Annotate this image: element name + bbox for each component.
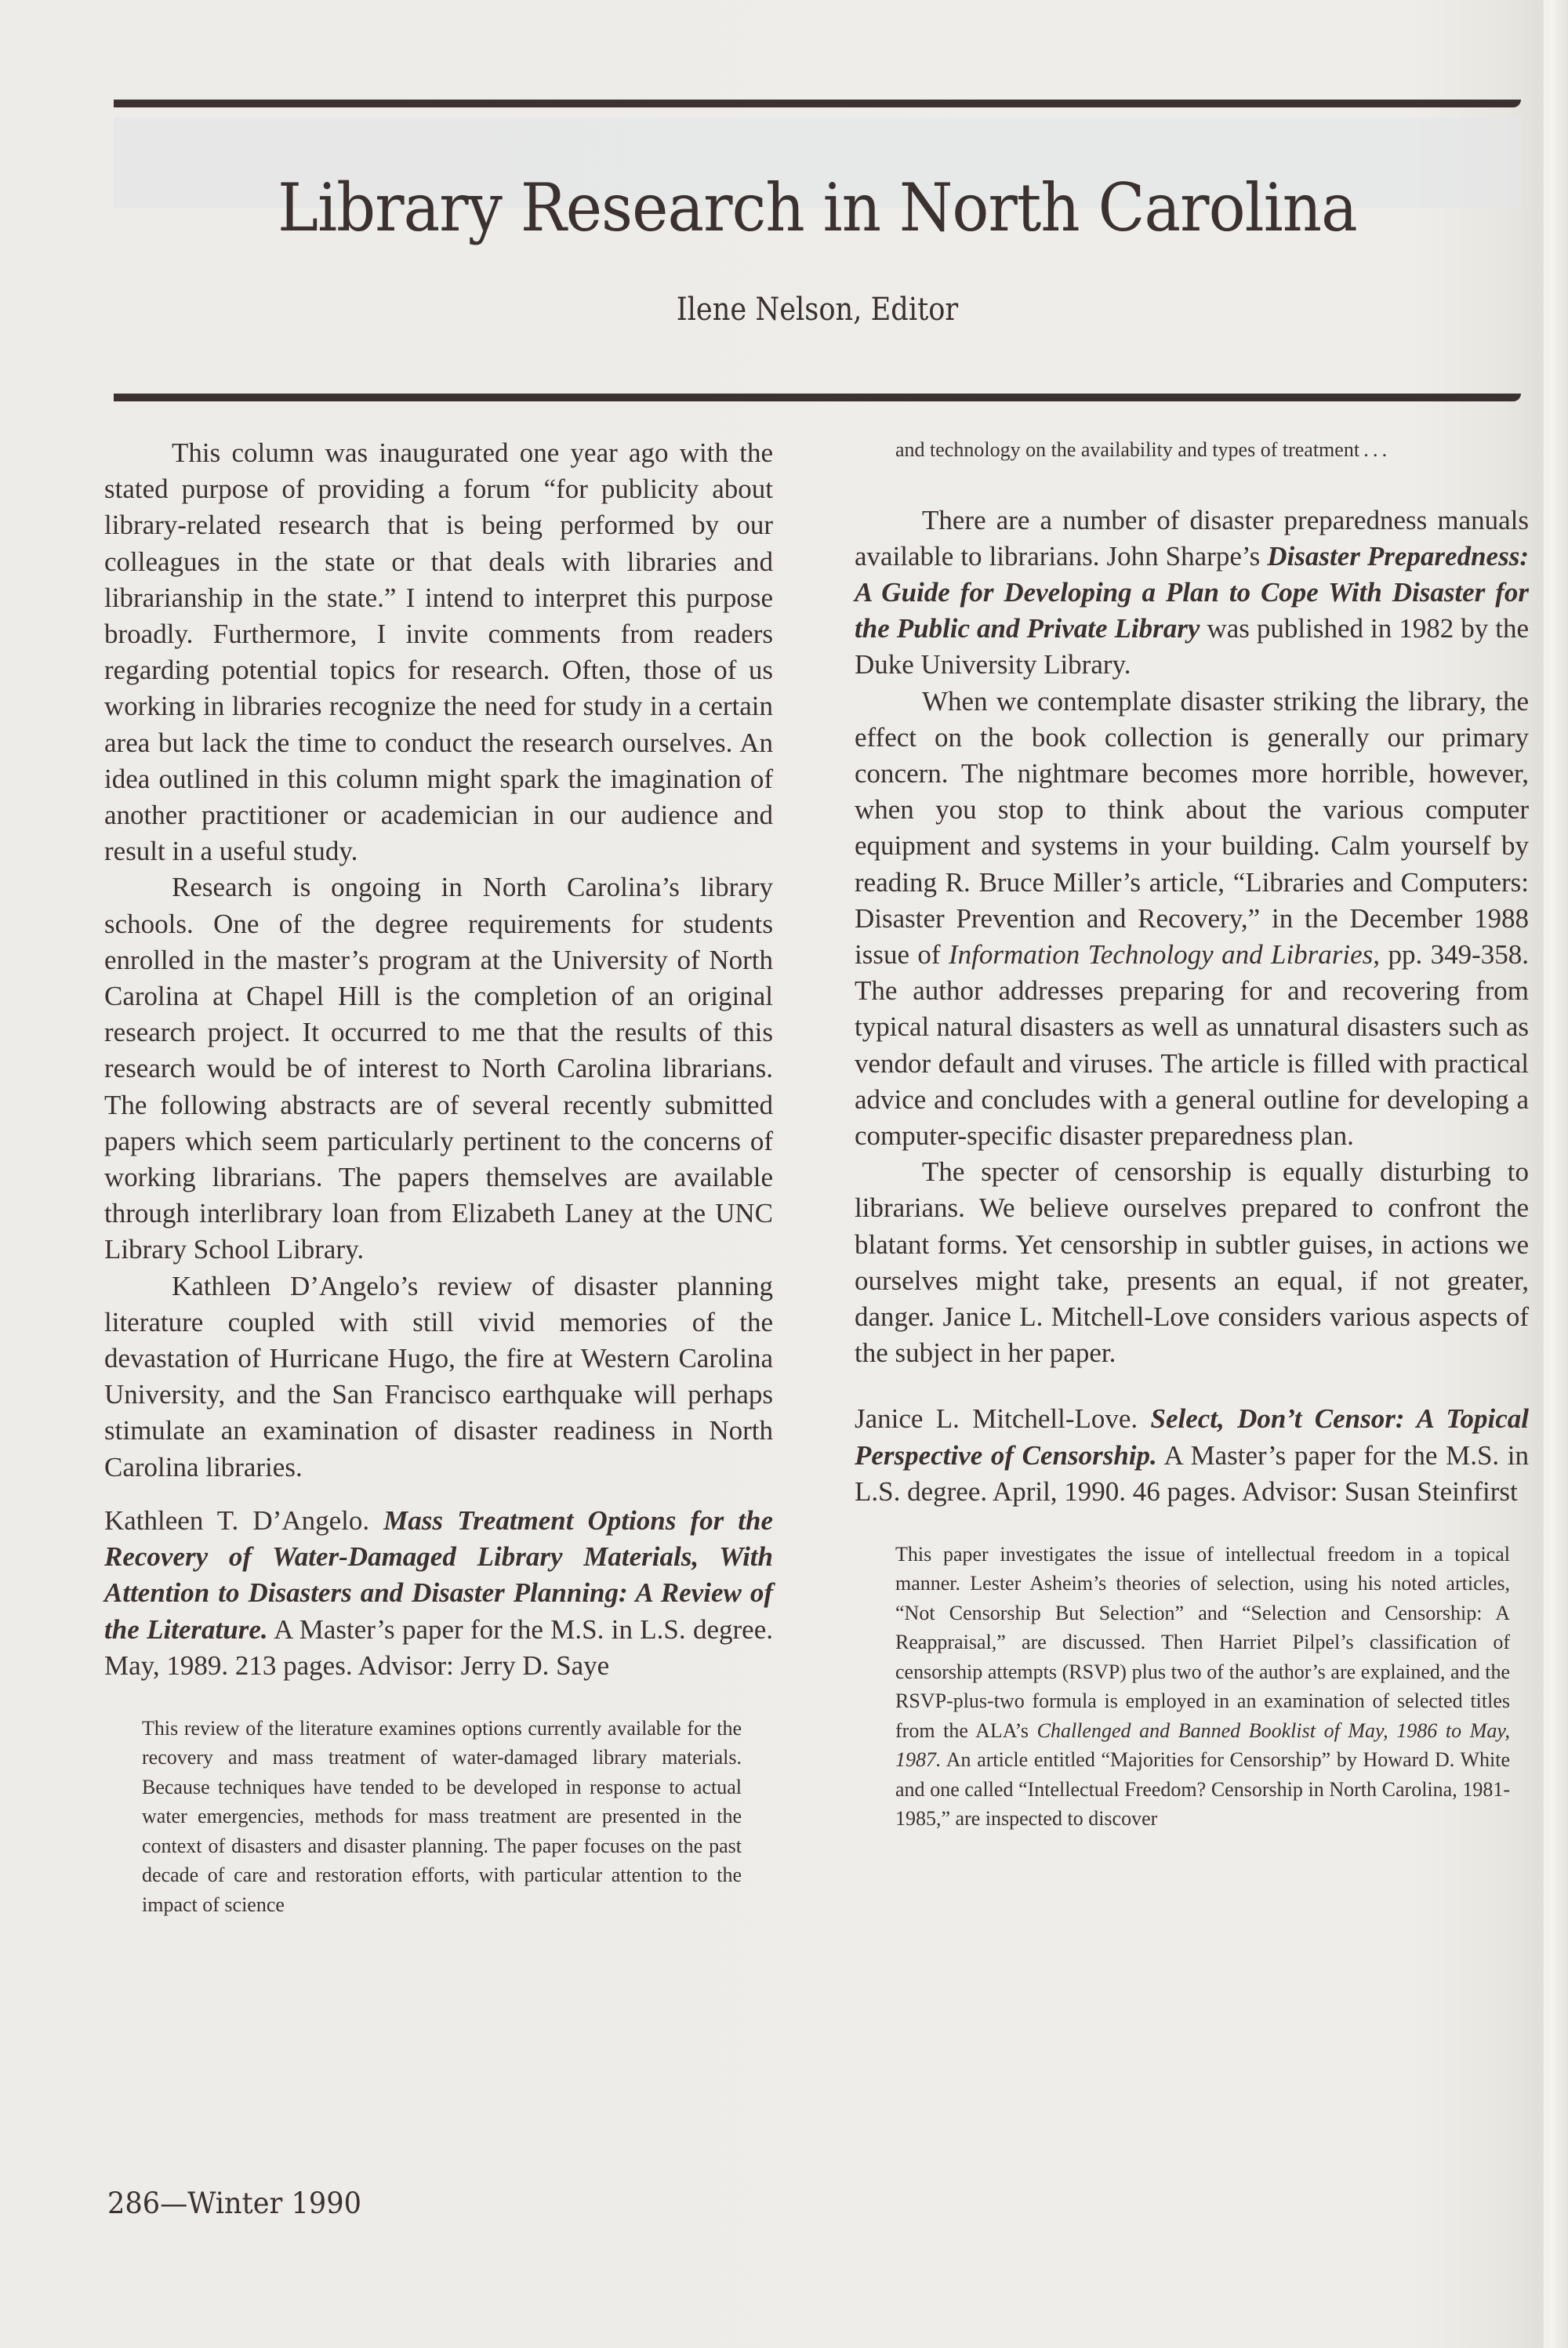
left-column bbox=[104, 435, 773, 1919]
text-run: , pp. 349-358. The author addresses preparing for and recovering from typical natural disasters as well as unnatural disasters such as vendor default and viruses. The article is filled with practical advice and concludes with a general outline for developing a computer-specific disaster preparedness plan. bbox=[855, 938, 1530, 1151]
citation-details: A Master’s paper for the M.S. in L.S. degree. April, 1990. 46 pages. Advisor: Susan Steinfirst bbox=[855, 1439, 1530, 1507]
column-title: Library Research in North Carolina bbox=[278, 169, 1357, 246]
paragraph-miller bbox=[855, 684, 1529, 1155]
paragraph-sharpe bbox=[855, 503, 1529, 684]
citation-details: A Master’s paper for the M.S. in L.S. degree. May, 1989. 213 pages. Advisor: Jerry D. Saye bbox=[104, 1613, 773, 1681]
spacer bbox=[855, 1510, 1529, 1540]
citation-author: Kathleen T. D’Angelo. bbox=[104, 1504, 370, 1536]
booklist-title: Challenged and Banned Booklist of May, 1986 to May, 1987. bbox=[895, 1718, 1510, 1772]
spacer bbox=[104, 1684, 773, 1714]
abstract-dangelo: This review of the literature examines options currently available for the recovery and mass treatment of water-damaged library materials. Because techniques have tended to be developed in response to actual water emergencies, methods for mass treatment are presented in the context of disasters and disaster planning. The paper focuses on the past decade of care and restoration efforts, with particular attention to the impact of science bbox=[142, 1716, 742, 1916]
paragraph-censorship: The specter of censorship is equally disturbing to librarians. We believe ourselves prepared to confront the blatant forms. Yet censorship in subtler guises, in actions we ourselves might take, presents an equal, if not greater, danger. Janice L. Mitchell-Love considers various aspects of the subject in her paper. bbox=[855, 1156, 1529, 1369]
abstract-dangelo-continued: and technology on the availability and types of treatment . . . bbox=[895, 438, 1388, 461]
page-folio: 286—Winter 1990 bbox=[107, 2187, 361, 2220]
spacer bbox=[104, 1486, 773, 1503]
text-run: When we contemplate disaster striking the library, the effect on the book collection is generally our primary concern. The nightmare becomes more horrible, however, when you stop to think about the various computer equipment and systems in your building. Calm yourself by reading R. Bruce Miller’s article, “Libraries and Computers: Disaster Prevention and Recovery,” in the December 1988 issue of bbox=[855, 685, 1529, 970]
text-run: An article entitled “Majorities for Censorship” by Howard D. White and one called “Intellectual Freedom? Censorship in North Carolina, 1981-1985,” are inspected to discover bbox=[895, 1748, 1510, 1831]
intro-paragraph-1: This column was inaugurated one year ago with the stated purpose of providing a forum “for publicity about library-related research that is being performed by our colleagues in the state or that deals with libraries and librarianship in the state.” I intend to interpret this purpose broadly. Furthermore, I invite comments from readers regarding potential topics for research. Often, those of us working in libraries recognize the need for study in a certain area but lack the time to conduct the research ourselves. An idea outlined in this column might spark the imagination of another practitioner or academician in our audience and result in a useful study. bbox=[104, 437, 773, 867]
citation-mitchell-love bbox=[855, 1401, 1529, 1510]
spacer bbox=[855, 465, 1529, 503]
text-run: was published in 1982 by the Duke University Library. bbox=[855, 613, 1529, 680]
abstract-mitchell-love bbox=[855, 1540, 1529, 1834]
intro-paragraph-2: Research is ongoing in North Carolina’s library schools. One of the degree requirements for students enrolled in the master’s program at the University of North Carolina at Chapel Hill is the completion of an original research project. It occurred to me that the results of this research would be of interest to North Carolina librarians. The following abstracts are of several recently submitted papers which seem particularly pertinent to the concerns of working librarians. The papers themselves are available through interlibrary loan from Elizabeth Laney at the UNC Library School Library. bbox=[104, 872, 773, 1265]
page-gutter-edge bbox=[1544, 0, 1568, 2348]
journal-title: Information Technology and Libraries bbox=[948, 938, 1374, 970]
citation-title: Select, Don’t Censor: A Topical Perspective of Censorship. bbox=[855, 1403, 1529, 1471]
column-editor: Ilene Nelson, Editor bbox=[676, 292, 959, 328]
book-title-sharpe: Disaster Preparedness: A Guide for Developing a Plan to Cope With Disaster for the Public and Private Library bbox=[855, 540, 1529, 644]
header-bottom-rule bbox=[114, 394, 1521, 401]
spacer bbox=[855, 1371, 1529, 1401]
intro-paragraph-3: Kathleen D’Angelo’s review of disaster planning literature coupled with still vivid memories of the devastation of Hurricane Hugo, the fire at Western Carolina University, and the San Francisco earthquake will perhaps stimulate an examination of disaster readiness in North Carolina libraries. bbox=[104, 1270, 773, 1482]
text-run: There are a number of disaster preparedness manuals available to librarians. John Sharpe’s bbox=[855, 504, 1529, 572]
text-run: This paper investigates the issue of intellectual freedom in a topical manner. Lester Asheim’s theories of selection, using his noted articles, “Not Censorship But Selection” and “Selection and Censorship: A Reappraisal,” are discussed. Then Harriet Pilpel’s classification of censorship attempts (RSVP) plus two of the author’s are explained, and the RSVP-plus-two formula is employed in an examination of selected titles from the ALA’s bbox=[895, 1542, 1510, 1742]
citation-dangelo bbox=[104, 1503, 773, 1684]
citation-author: Janice L. Mitchell-Love. bbox=[855, 1403, 1138, 1435]
citation-title: Mass Treatment Options for the Recovery of Water-Damaged Library Materials, With Attention to Disasters and Disaster Planning: A Review of the Literature. bbox=[104, 1504, 773, 1645]
header-top-rule bbox=[114, 100, 1521, 107]
right-column bbox=[855, 435, 1529, 1834]
